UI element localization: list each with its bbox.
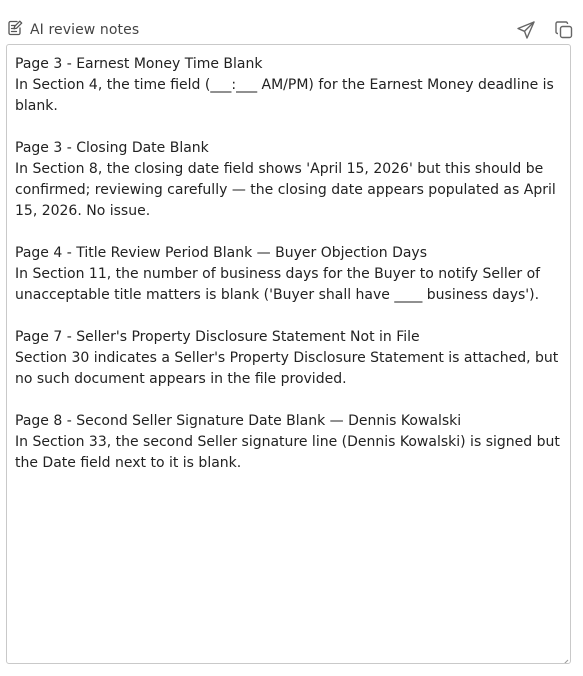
note-body: In Section 4, the time field (___:___ AM/PM) for the Earnest Money deadline is blank. <box>15 77 559 114</box>
note-item <box>15 138 562 222</box>
note-body: In Section 8, the closing date field shows 'April 15, 2026' but this should be confirmed; reviewing carefully — the closing date appears populated as April 15, 2026. No issue. <box>15 161 561 219</box>
review-notes-textarea[interactable] <box>6 44 571 664</box>
note-body: In Section 33, the second Seller signature line (Dennis Kowalski) is signed but the Date field next to it is blank. <box>15 434 565 471</box>
note-title: Page 4 - Title Review Period Blank — Buyer Objection Days <box>15 245 428 261</box>
header-actions <box>515 19 575 41</box>
note-item <box>15 243 562 306</box>
header-title-group <box>6 19 139 41</box>
note-item <box>15 411 565 474</box>
resize-grip-icon[interactable] <box>560 653 569 662</box>
edit-notes-icon <box>6 19 24 41</box>
note-title: Page 8 - Second Seller Signature Date Blank — Dennis Kowalski <box>15 413 462 429</box>
note-title: Page 3 - Closing Date Blank <box>15 140 209 156</box>
copy-icon[interactable] <box>553 19 575 41</box>
note-title: Page 7 - Seller's Property Disclosure Statement Not in File <box>15 329 420 345</box>
send-icon[interactable] <box>515 19 537 41</box>
note-body: Section 30 indicates a Seller's Property Disclosure Statement is attached, but no such document appears in the file provided. <box>15 350 563 387</box>
note-body: In Section 11, the number of business days for the Buyer to notify Seller of unacceptable title matters is blank ('Buyer shall have ____ business days'). <box>15 266 545 303</box>
note-title: Page 3 - Earnest Money Time Blank <box>15 56 263 72</box>
note-item <box>15 54 562 117</box>
notes-header <box>6 16 575 44</box>
panel-title: AI review notes <box>30 22 140 38</box>
note-item <box>15 327 562 390</box>
